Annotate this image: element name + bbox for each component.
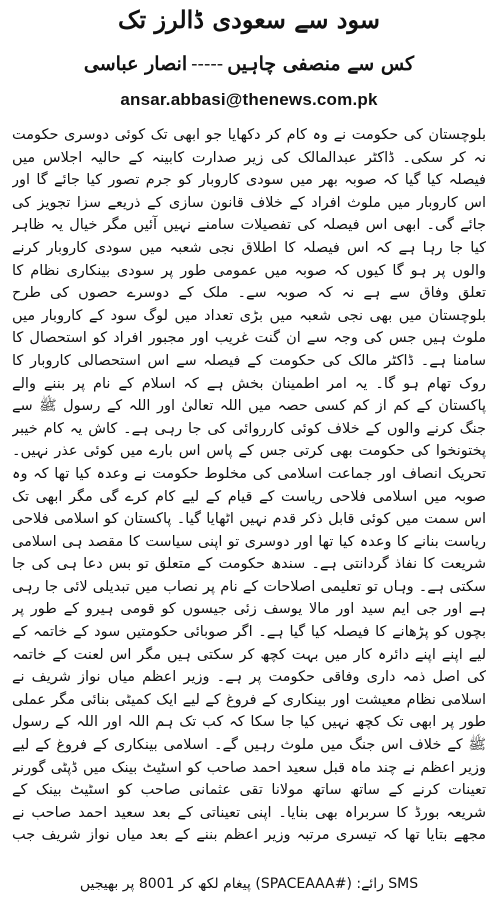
sms-label: SMS رائے: xyxy=(356,876,419,892)
article-body: بلوچستان کی حکومت نے وہ کام کر دکھایا جو ابھی تک کوئی دوسری حکومت نہ کر سکی۔ ڈاکٹر عبدالمالک کی زیر صدارت کابینہ کے حالیہ اجلاس میں فیصلہ کیا گیا کہ صوبہ بھر میں سودی کاروبار کو جرم تصور کیا جائے گا اور اس کاروبار میں ملوث افراد کے خلاف قانون سازی کے ذریعے سزا تجویز کی جائے گی۔ ابھی اس فیصلہ کی تفصیلات سامنے نہیں آئیں مگر خیال یہ ظاہر کیا جا رہا ہے کہ اس فیصلہ کا اطلاق نجی شعبہ میں سودی کاروبار کرنے والوں پر ہو گا کیوں کہ صوبہ میں عمومی طور پر سودی بینکاری نظام کا تعلق وفاق سے ہے نہ کہ صوبہ سے۔ ملک کے دوسرے حصوں کی طرح بلوچستان میں بھی نجی شعبہ میں بڑی تعداد میں لوگ سود کے کاروبار میں ملوث ہیں جس کی وجہ سے ان گنت غریب اور مجبور افراد کو استحصال کا سامنا ہے۔ ڈاکٹر مالک کی حکومت کے فیصلہ سے اس استحصالی کاروبار کا روک تھام ہو گا۔ یہ امر اطمینان بخش ہے کہ اسلام کے نام پر بننے والے پاکستان کے کم از کم کسی حصہ میں اللہ تعالیٰ اور اللہ کے رسول ﷺ سے جنگ کرنے والوں کے خلاف کوئی کارروائی کی جا رہی ہے۔ کاش یہ کام خیبر پختونخوا کی حکومت بھی کرتی جس کے پاس اس بارے میں کوئی عذر نہیں۔ تحریک انصاف اور جماعت اسلامی کی مخلوط حکومت نے وعدہ کیا تھا کہ وہ صوبہ میں اسلامی فلاحی ریاست کے قیام کے لیے کام کرے گی مگر ابھی تک اس سمت میں کوئی قابل ذکر قدم نہیں اٹھایا گیا۔ پاکستان کو اسلامی فلاحی ریاست بنانے کا وعدہ کیا تھا اور دوسری تو اپنی سیاست کا مقصد ہی اسلامی شریعت کا نفاذ گردانتی ہے۔ سندھ حکومت کے متعلق تو بس دعا ہی کی جا سکتی ہے۔ وہاں تو تعلیمی اصلاحات کے نام پر نصاب میں تبدیلی لائی جا رہی ہے اور جی ایم سید اور مالا یوسف زئی جیسوں کو قومی ہیرو کے طور پر بچوں کو پڑھانے کا فیصلہ کیا گیا ہے۔ اگر صوبائی حکومتیں سود کے خاتمہ کے لیے اپنے اپنے دائرہ کار میں بہت کچھ کر سکتی ہیں مگر اس لعنت کے خاتمہ کی اصل ذمہ داری وفاقی حکومت پر ہے۔ وزیر اعظم میاں نواز شریف نے اسلامی نظام معیشت اور بینکاری کے فروغ کے لیے ایک کمیٹی بنائی مگر عملی طور پر ابھی تک کچھ نہیں کیا جا سکا کہ کب تک ہم اللہ اور اللہ کے رسول ﷺ کے خلاف اس جنگ میں ملوث رہیں گے۔ اسلامی بینکاری کے فروغ کے لیے وزیر اعظم نے چند ماہ قبل سعید احمد صاحب کو اسٹیٹ بینک میں ڈپٹی گورنر تعینات کرنے کے ساتھ ساتھ مولانا تقی عثمانی صاحب کو اسٹیٹ بینک کے شریعہ بورڈ کا سربراہ بھی بنایا۔ اپنی تعیناتی کے بعد سعید احمد صاحب نے مجھے بتایا تھا کہ تیسری مرتبہ وزیر اعظم بننے کے بعد میاں نواز شریف جب xyxy=(12,127,486,844)
sms-code: #SPACEAAA xyxy=(260,876,347,892)
author-name: انصار عباسی xyxy=(83,53,188,75)
sms-feedback-footer: SMS رائے: (#SPACEAAA) پیغام لکھ کر 8001 پر بھیجیں xyxy=(79,876,419,892)
column-title: سود سے سعودی ڈالرز تک xyxy=(117,5,380,34)
sms-instruction: پیغام لکھ کر 8001 پر بھیجیں xyxy=(79,876,251,892)
author-email: ansar.abbasi@thenews.com.pk xyxy=(120,90,378,109)
column-name: کس سے منصفی چاہیں xyxy=(227,53,415,75)
byline xyxy=(0,50,498,78)
byline-separator: ----- xyxy=(191,53,224,75)
